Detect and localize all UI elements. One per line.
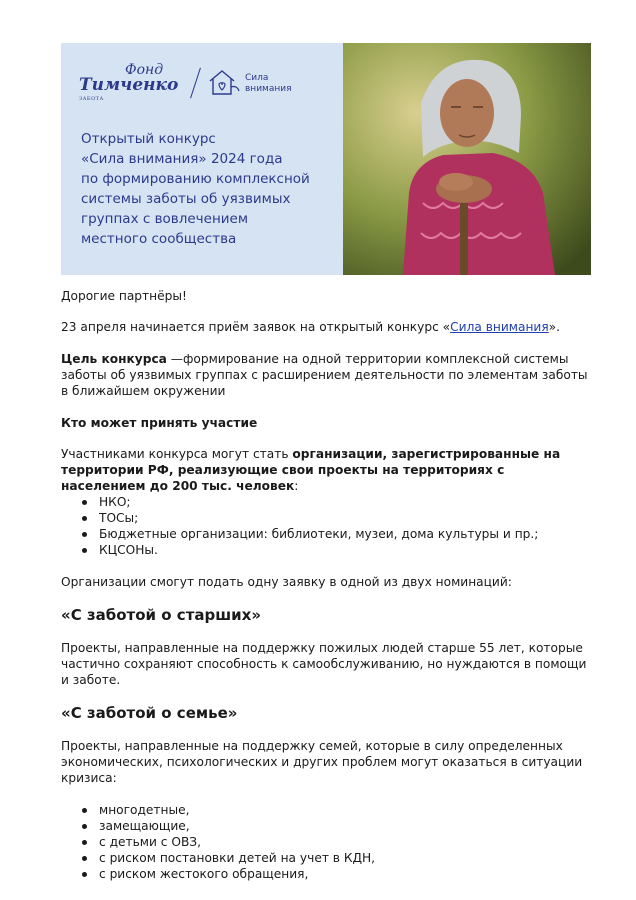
intro-text-before: 23 апреля начинается приём заявок на открытый конкурс «: [61, 320, 451, 334]
participants-paragraph: [61, 446, 591, 494]
list-item: с риском жестокого обращения,: [99, 866, 591, 882]
email-body: [61, 288, 591, 882]
intro-paragraph: [61, 319, 591, 335]
goal-text: —формирование на одной территории комплексной системы заботы об уязвимых группах с расширением деятельности по элементам заботы в ближайшем окружении: [61, 352, 588, 398]
nomination-family-title: «С заботой о семье»: [61, 704, 238, 722]
contest-banner: [61, 43, 591, 275]
elderly-woman-illustration: [343, 43, 591, 275]
goal-paragraph: [61, 351, 591, 399]
nomination-family-text: Проекты, направленные на поддержку семей, которые в силу определенных экономических, психологических и других проблем могут оказаться в ситуации кризиса:: [61, 739, 583, 785]
participants-criteria: организации, зарегистрированные на территории РФ, реализующие свои проекты на территориях с населением до 200 тыс. человек: [61, 447, 561, 493]
nomination-elderly-title: «С заботой о старших»: [61, 606, 262, 624]
house-heart-icon: [207, 67, 241, 97]
logo-vnimaniya-word: внимания: [245, 84, 292, 94]
list-item: НКО;: [99, 494, 591, 510]
participants-text-before: Участниками конкурса могут стать: [61, 447, 293, 461]
list-item: с детьми с ОВЗ,: [99, 834, 591, 850]
logo-sila-word: Сила: [245, 73, 269, 83]
banner-title-line: Открытый конкурс: [81, 131, 216, 147]
who-can-participate-heading: Кто может принять участие: [61, 416, 258, 430]
banner-title-line: «Сила внимания» 2024 года: [81, 151, 283, 167]
nomination-elderly-text: Проекты, направленные на поддержку пожилых людей старше 55 лет, которые частично сохраняют способность к самообслуживанию, но нуждаются в помощи и заботе.: [61, 641, 587, 687]
logo-fond-word: Фонд: [125, 62, 164, 78]
banner-title-line: местного сообщества: [81, 231, 237, 247]
list-item: КЦСОНы.: [99, 542, 591, 558]
logos: [77, 61, 337, 105]
family-types-list: [61, 802, 591, 882]
banner-text-panel: [61, 43, 343, 275]
elderly-woman-photo: [343, 43, 591, 275]
list-item: с риском постановки детей на учет в КДН,: [99, 850, 591, 866]
banner-title-line: системы заботы об уязвимых: [81, 191, 291, 207]
list-item: замещающие,: [99, 818, 591, 834]
nominations-intro: Организации смогут подать одну заявку в одной из двух номинаций:: [61, 575, 512, 589]
list-item: многодетные,: [99, 802, 591, 818]
banner-title-line: группах с вовлечением: [81, 211, 249, 227]
logo-divider: [190, 68, 201, 99]
goal-label: Цель конкурса: [61, 352, 167, 366]
participants-text-after: :: [294, 479, 299, 493]
banner-title: [81, 129, 343, 249]
sila-vnimaniya-link[interactable]: Сила внимания: [450, 320, 549, 334]
list-item: Бюджетные организации: библиотеки, музеи, дома культуры и пр.;: [99, 526, 591, 542]
logo-zabota-word: ЗАБОТА: [79, 96, 104, 102]
banner-title-line: по формированию комплексной: [81, 171, 310, 187]
greeting: Дорогие партнёры!: [61, 289, 187, 303]
participant-types-list: [61, 494, 591, 558]
logo-timchenko-word: Тимченко: [79, 75, 179, 95]
intro-text-after: ».: [548, 320, 561, 334]
sila-vnimaniya-logo: [245, 73, 292, 95]
list-item: ТОСы;: [99, 510, 591, 526]
